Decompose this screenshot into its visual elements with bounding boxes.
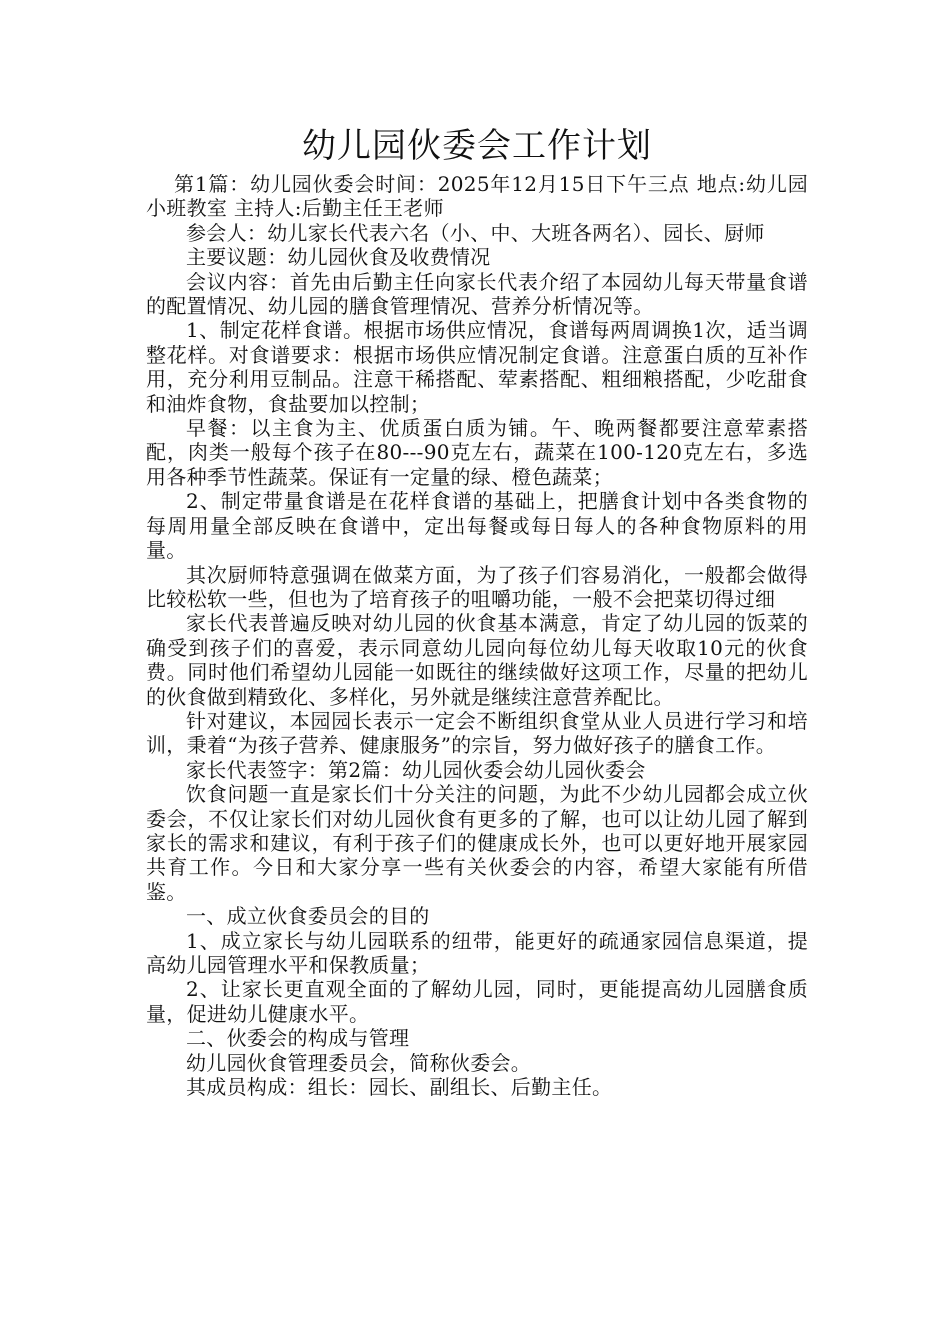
paragraph: 家长代表普遍反映对幼儿园的伙食基本满意，肯定了幼儿园的饭菜的确受到孩子们的喜爱，表示同意幼儿园向每位幼儿每天收取10元的伙食费。同时他们希望幼儿园能一如既往的继续做好这项工作，尽量的把幼儿的伙食做到精致化、多样化，另外就是继续注意营养配比。 [146,611,808,709]
paragraph: 幼儿园伙食管理委员会，简称伙委会。 [186,1050,532,1075]
paragraph: 2、让家长更直观全面的了解幼儿园，同时，更能提高幼儿园膳食质量，促进幼儿健康水平。 [146,977,808,1026]
paragraph: 饮食问题一直是家长们十分关注的问题，为此不少幼儿园都会成立伙委会，不仅让家长们对幼儿园伙食有更多的了解，也可以让幼儿园了解到家长的需求和建议，有利于孩子们的健康成长外，也可以更好地开展家园共育工作。今日和大家分享一些有关伙委会的内容，希望大家能有所借鉴。 [146,782,808,904]
paragraph: 1、成立家长与幼儿园联系的纽带，能更好的疏通家园信息渠道，提高幼儿园管理水平和保教质量； [146,928,808,977]
paragraph: 参会人：幼儿家长代表六名（小、中、大班各两名）、园长、厨师 [186,220,765,245]
document-title: 幼儿园伙委会工作计划 [302,126,652,166]
paragraph: 第1篇：幼儿园伙委会时间：2025年12月15日下午三点 地点:幼儿园小班教室 主持人:后勤主任王老师 [146,172,808,221]
paragraph: 家长代表签字：第2篇：幼儿园伙委会幼儿园伙委会 [186,757,646,782]
section-heading: 一、成立伙食委员会的目的 [186,904,430,929]
paragraph: 其成员构成：组长：园长、副组长、后勤主任。 [186,1075,613,1100]
paragraph: 主要议题：幼儿园伙食及收费情况 [186,245,491,270]
paragraph: 2、制定带量食谱是在花样食谱的基础上，把膳食计划中各类食物的每周用量全部反映在食谱中，定出每餐或每日每人的各种食物原料的用量。 [146,489,808,563]
paragraph: 针对建议，本园园长表示一定会不断组织食堂从业人员进行学习和培训，秉着“为孩子营养、健康服务”的宗旨，努力做好孩子的膳食工作。 [146,708,808,758]
section-heading: 二、伙委会的构成与管理 [186,1026,410,1051]
paragraph: 会议内容：首先由后勤主任向家长代表介绍了本园幼儿每天带量食谱的配置情况、幼儿园的膳食管理情况、营养分析情况等。 [146,269,808,319]
paragraph: 1、制定花样食谱。根据市场供应情况，食谱每两周调换1次，适当调整花样。对食谱要求：根据市场供应情况制定食谱。注意蛋白质的互补作用，充分利用豆制品。注意干稀搭配、荤素搭配、粗细粮搭配，少吃甜食和油炸食物，食盐要加以控制； [146,318,808,416]
paragraph: 早餐：以主食为主、优质蛋白质为铺。午、晚两餐都要注意荤素搭配，肉类一般每个孩子在80---90克左右，蔬菜在100-120克左右，多选用各种季节性蔬菜。保证有一定量的绿、橙色蔬菜； [146,416,808,489]
paragraph: 其次厨师特意强调在做菜方面，为了孩子们容易消化，一般都会做得比较松软一些，但也为了培育孩子的咀嚼功能，一般不会把菜切得过细 [146,562,808,611]
document-page [146,124,808,1099]
